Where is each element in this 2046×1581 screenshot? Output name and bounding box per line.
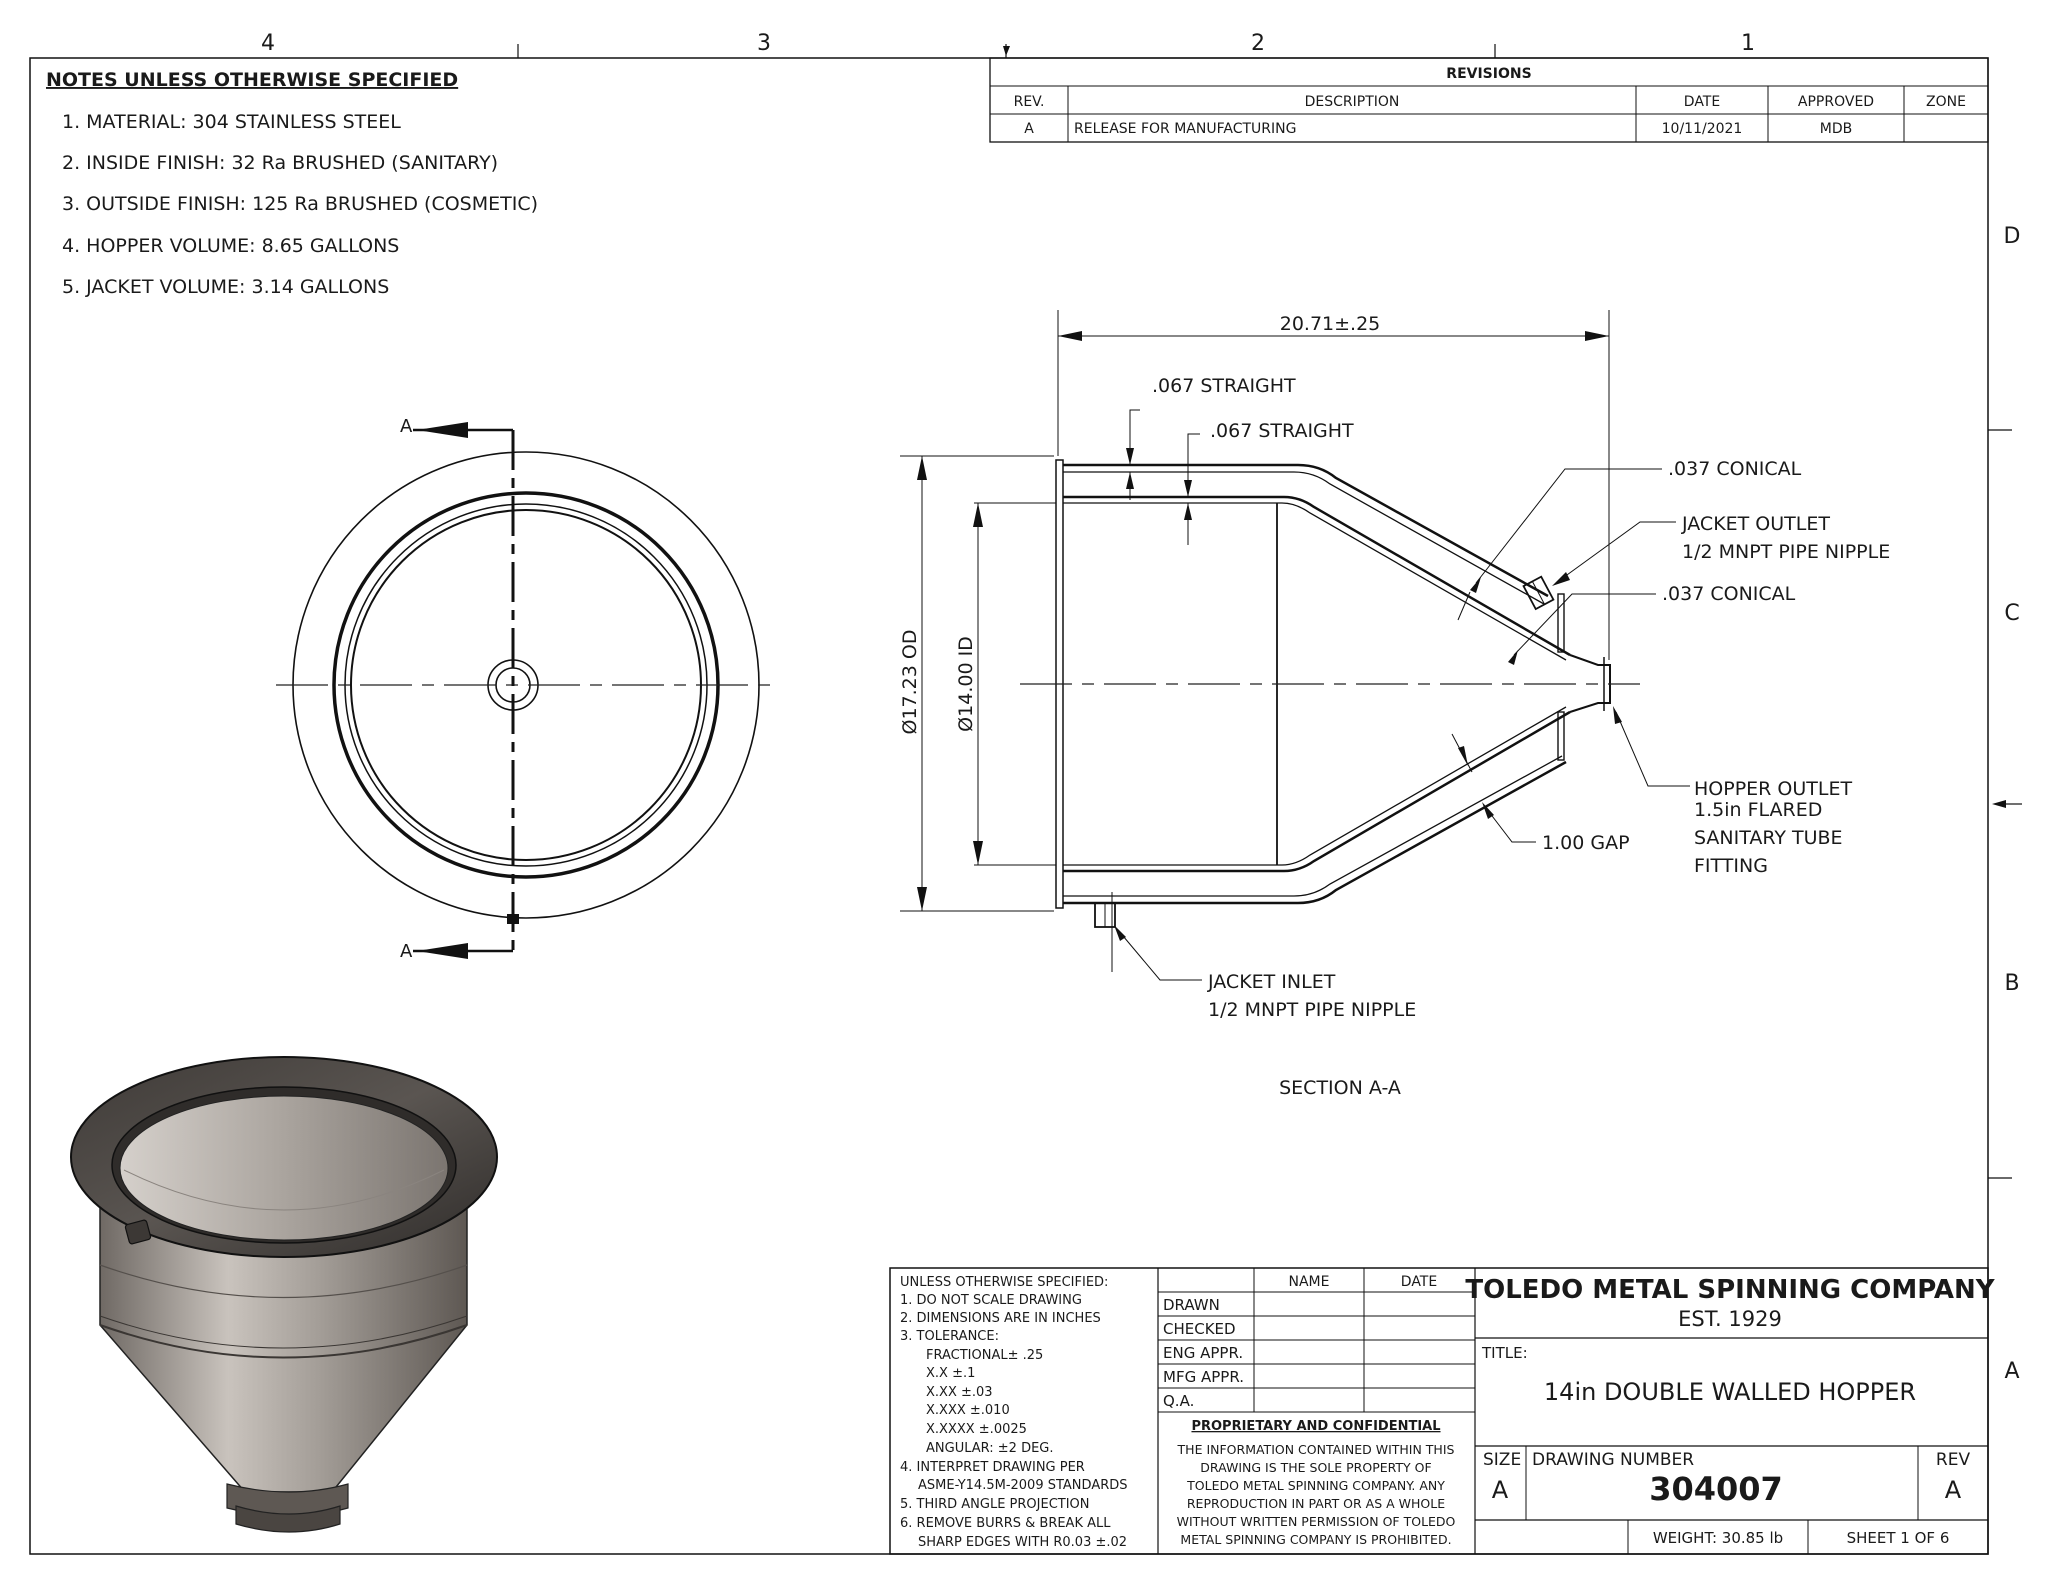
note-item: 2. INSIDE FINISH: 32 Ra BRUSHED (SANITARY) <box>62 152 499 174</box>
dimension-od: Ø17.23 OD <box>899 629 921 735</box>
general-notes <box>900 1275 1128 1550</box>
notes-title: NOTES UNLESS OTHERWISE SPECIFIED <box>46 69 459 91</box>
sheet-number: SHEET 1 OF 6 <box>1846 1529 1950 1547</box>
revision-description: RELEASE FOR MANUFACTURING <box>1074 121 1297 137</box>
company-name: TOLEDO METAL SPINNING COMPANY <box>1465 1275 1995 1305</box>
proprietary-line: DRAWING IS THE SOLE PROPERTY OF <box>1200 1460 1432 1475</box>
section-arrow-bottom <box>417 943 468 959</box>
company-established: EST. 1929 <box>1678 1307 1782 1331</box>
zone-top-4: 4 <box>261 31 275 56</box>
proprietary-line: METAL SPINNING COMPANY IS PROHIBITED. <box>1180 1532 1452 1547</box>
general-note: X.XXX ±.010 <box>926 1403 1010 1418</box>
sign-header-date: DATE <box>1400 1274 1438 1290</box>
note-item: 4. HOPPER VOLUME: 8.65 GALLONS <box>62 235 400 257</box>
general-note: 1. DO NOT SCALE DRAWING <box>900 1293 1082 1308</box>
proprietary-title: PROPRIETARY AND CONFIDENTIAL <box>1191 1419 1441 1434</box>
note-item: 3. OUTSIDE FINISH: 125 Ra BRUSHED (COSMETIC) <box>62 193 539 215</box>
callout-hopper-outlet-line1: HOPPER OUTLET <box>1694 778 1853 800</box>
proprietary-line: THE INFORMATION CONTAINED WITHIN THIS <box>1177 1442 1455 1457</box>
general-note: 2. DIMENSIONS ARE IN INCHES <box>900 1311 1101 1326</box>
jacket-wall-top <box>1063 465 1548 596</box>
rev-header: REV. <box>1013 94 1045 110</box>
drawing-title: 14in DOUBLE WALLED HOPPER <box>1543 1378 1917 1406</box>
zone-top-1: 1 <box>1741 31 1755 56</box>
proprietary-line: TOLEDO METAL SPINNING COMPANY. ANY <box>1187 1478 1445 1493</box>
callout-conical-1: .037 CONICAL <box>1668 458 1802 480</box>
sign-off-grid <box>1158 1268 1475 1412</box>
notes-block <box>46 69 538 298</box>
rev-label: REV <box>1935 1450 1971 1470</box>
section-arrow-top <box>417 422 468 438</box>
section-caption: SECTION A-A <box>1279 1077 1401 1099</box>
general-note: 5. THIRD ANGLE PROJECTION <box>900 1497 1090 1512</box>
title-block <box>890 1268 1996 1554</box>
general-note: X.XXXX ±.0025 <box>926 1422 1027 1437</box>
date-header: DATE <box>1683 94 1721 110</box>
jacket-outlet-nipple <box>1524 577 1554 609</box>
sign-row-eng-appr: ENG APPR. <box>1163 1344 1244 1362</box>
revisions-table <box>990 58 1988 142</box>
zone-header: ZONE <box>1926 94 1966 110</box>
proprietary-line: WITHOUT WRITTEN PERMISSION OF TOLEDO <box>1176 1514 1456 1529</box>
sign-header-name: NAME <box>1288 1274 1330 1290</box>
sign-row-drawn: DRAWN <box>1163 1296 1220 1314</box>
title-label: TITLE: <box>1482 1344 1528 1362</box>
general-note: SHARP EDGES WITH R0.03 ±.02 <box>918 1535 1128 1550</box>
section-mark-bottom: A <box>400 941 413 962</box>
zone-top-3: 3 <box>757 31 771 56</box>
zone-right-d: D <box>2003 224 2021 249</box>
callout-conical-2: .037 CONICAL <box>1662 583 1796 605</box>
revision-approved: MDB <box>1819 121 1853 137</box>
drawing-number: 304007 <box>1649 1470 1783 1508</box>
revision-date: 10/11/2021 <box>1661 121 1743 137</box>
jacket-inlet-stub <box>507 914 519 924</box>
general-note: 6. REMOVE BURRS & BREAK ALL <box>900 1516 1111 1531</box>
top-view <box>276 416 776 962</box>
callout-jacket-inlet-line2: 1/2 MNPT PIPE NIPPLE <box>1208 999 1417 1021</box>
dimension-length: 20.71±.25 <box>1279 313 1381 335</box>
jacket-wall-bottom <box>1063 762 1566 903</box>
revision-rev: A <box>1024 121 1034 137</box>
section-mark-top: A <box>400 416 413 437</box>
zone-right-a: A <box>2004 1359 2020 1384</box>
zone-right-b: B <box>2004 971 2020 996</box>
revisions-title: REVISIONS <box>1446 66 1532 82</box>
general-note: 4. INTERPRET DRAWING PER <box>900 1460 1085 1475</box>
isometric-render <box>71 1057 497 1532</box>
section-view <box>899 310 1890 1099</box>
general-note: ANGULAR: ±2 DEG. <box>926 1441 1054 1456</box>
note-item: 5. JACKET VOLUME: 3.14 GALLONS <box>62 276 390 298</box>
dimension-id: Ø14.00 ID <box>955 636 977 732</box>
inner-shell-bottom <box>1063 712 1570 871</box>
callout-gap: 1.00 GAP <box>1542 832 1630 854</box>
sign-row-checked: CHECKED <box>1163 1320 1236 1338</box>
note-item: 1. MATERIAL: 304 STAINLESS STEEL <box>62 111 401 133</box>
zone-right-c: C <box>2004 601 2020 626</box>
size-value: A <box>1491 1476 1509 1504</box>
general-note: X.XX ±.03 <box>926 1385 993 1400</box>
callout-hopper-outlet-line3: SANITARY TUBE <box>1694 827 1843 849</box>
rev-value: A <box>1944 1476 1962 1504</box>
description-header: DESCRIPTION <box>1304 94 1400 110</box>
proprietary-line: REPRODUCTION IN PART OR AS A WHOLE <box>1186 1496 1446 1511</box>
proprietary-notice <box>1177 1419 1456 1547</box>
general-note: UNLESS OTHERWISE SPECIFIED: <box>900 1275 1109 1290</box>
general-note: FRACTIONAL± .25 <box>926 1348 1044 1363</box>
weight: WEIGHT: 30.85 lb <box>1652 1529 1784 1547</box>
center-mark-top <box>1003 46 1010 56</box>
size-label: SIZE <box>1483 1450 1522 1470</box>
center-mark-right <box>1992 800 2006 808</box>
general-note: 3. TOLERANCE: <box>900 1329 999 1344</box>
callout-jacket-inlet-line1: JACKET INLET <box>1208 971 1336 993</box>
sign-row-qa: Q.A. <box>1163 1392 1195 1410</box>
drawing-number-label: DRAWING NUMBER <box>1532 1450 1695 1470</box>
callout-jacket-outlet-line2: 1/2 MNPT PIPE NIPPLE <box>1682 541 1891 563</box>
callout-straight-2: .067 STRAIGHT <box>1210 420 1354 442</box>
callout-hopper-outlet-line4: FITTING <box>1694 855 1768 877</box>
approved-header: APPROVED <box>1797 94 1875 110</box>
general-note: ASME-Y14.5M-2009 STANDARDS <box>918 1478 1128 1493</box>
callout-hopper-outlet-line2: 1.5in FLARED <box>1694 799 1823 821</box>
zone-top-2: 2 <box>1251 31 1265 56</box>
general-note: X.X ±.1 <box>926 1366 976 1381</box>
callout-jacket-outlet-line1: JACKET OUTLET <box>1682 513 1830 535</box>
sign-row-mfg-appr: MFG APPR. <box>1163 1368 1244 1386</box>
callout-straight-1: .067 STRAIGHT <box>1152 375 1296 397</box>
